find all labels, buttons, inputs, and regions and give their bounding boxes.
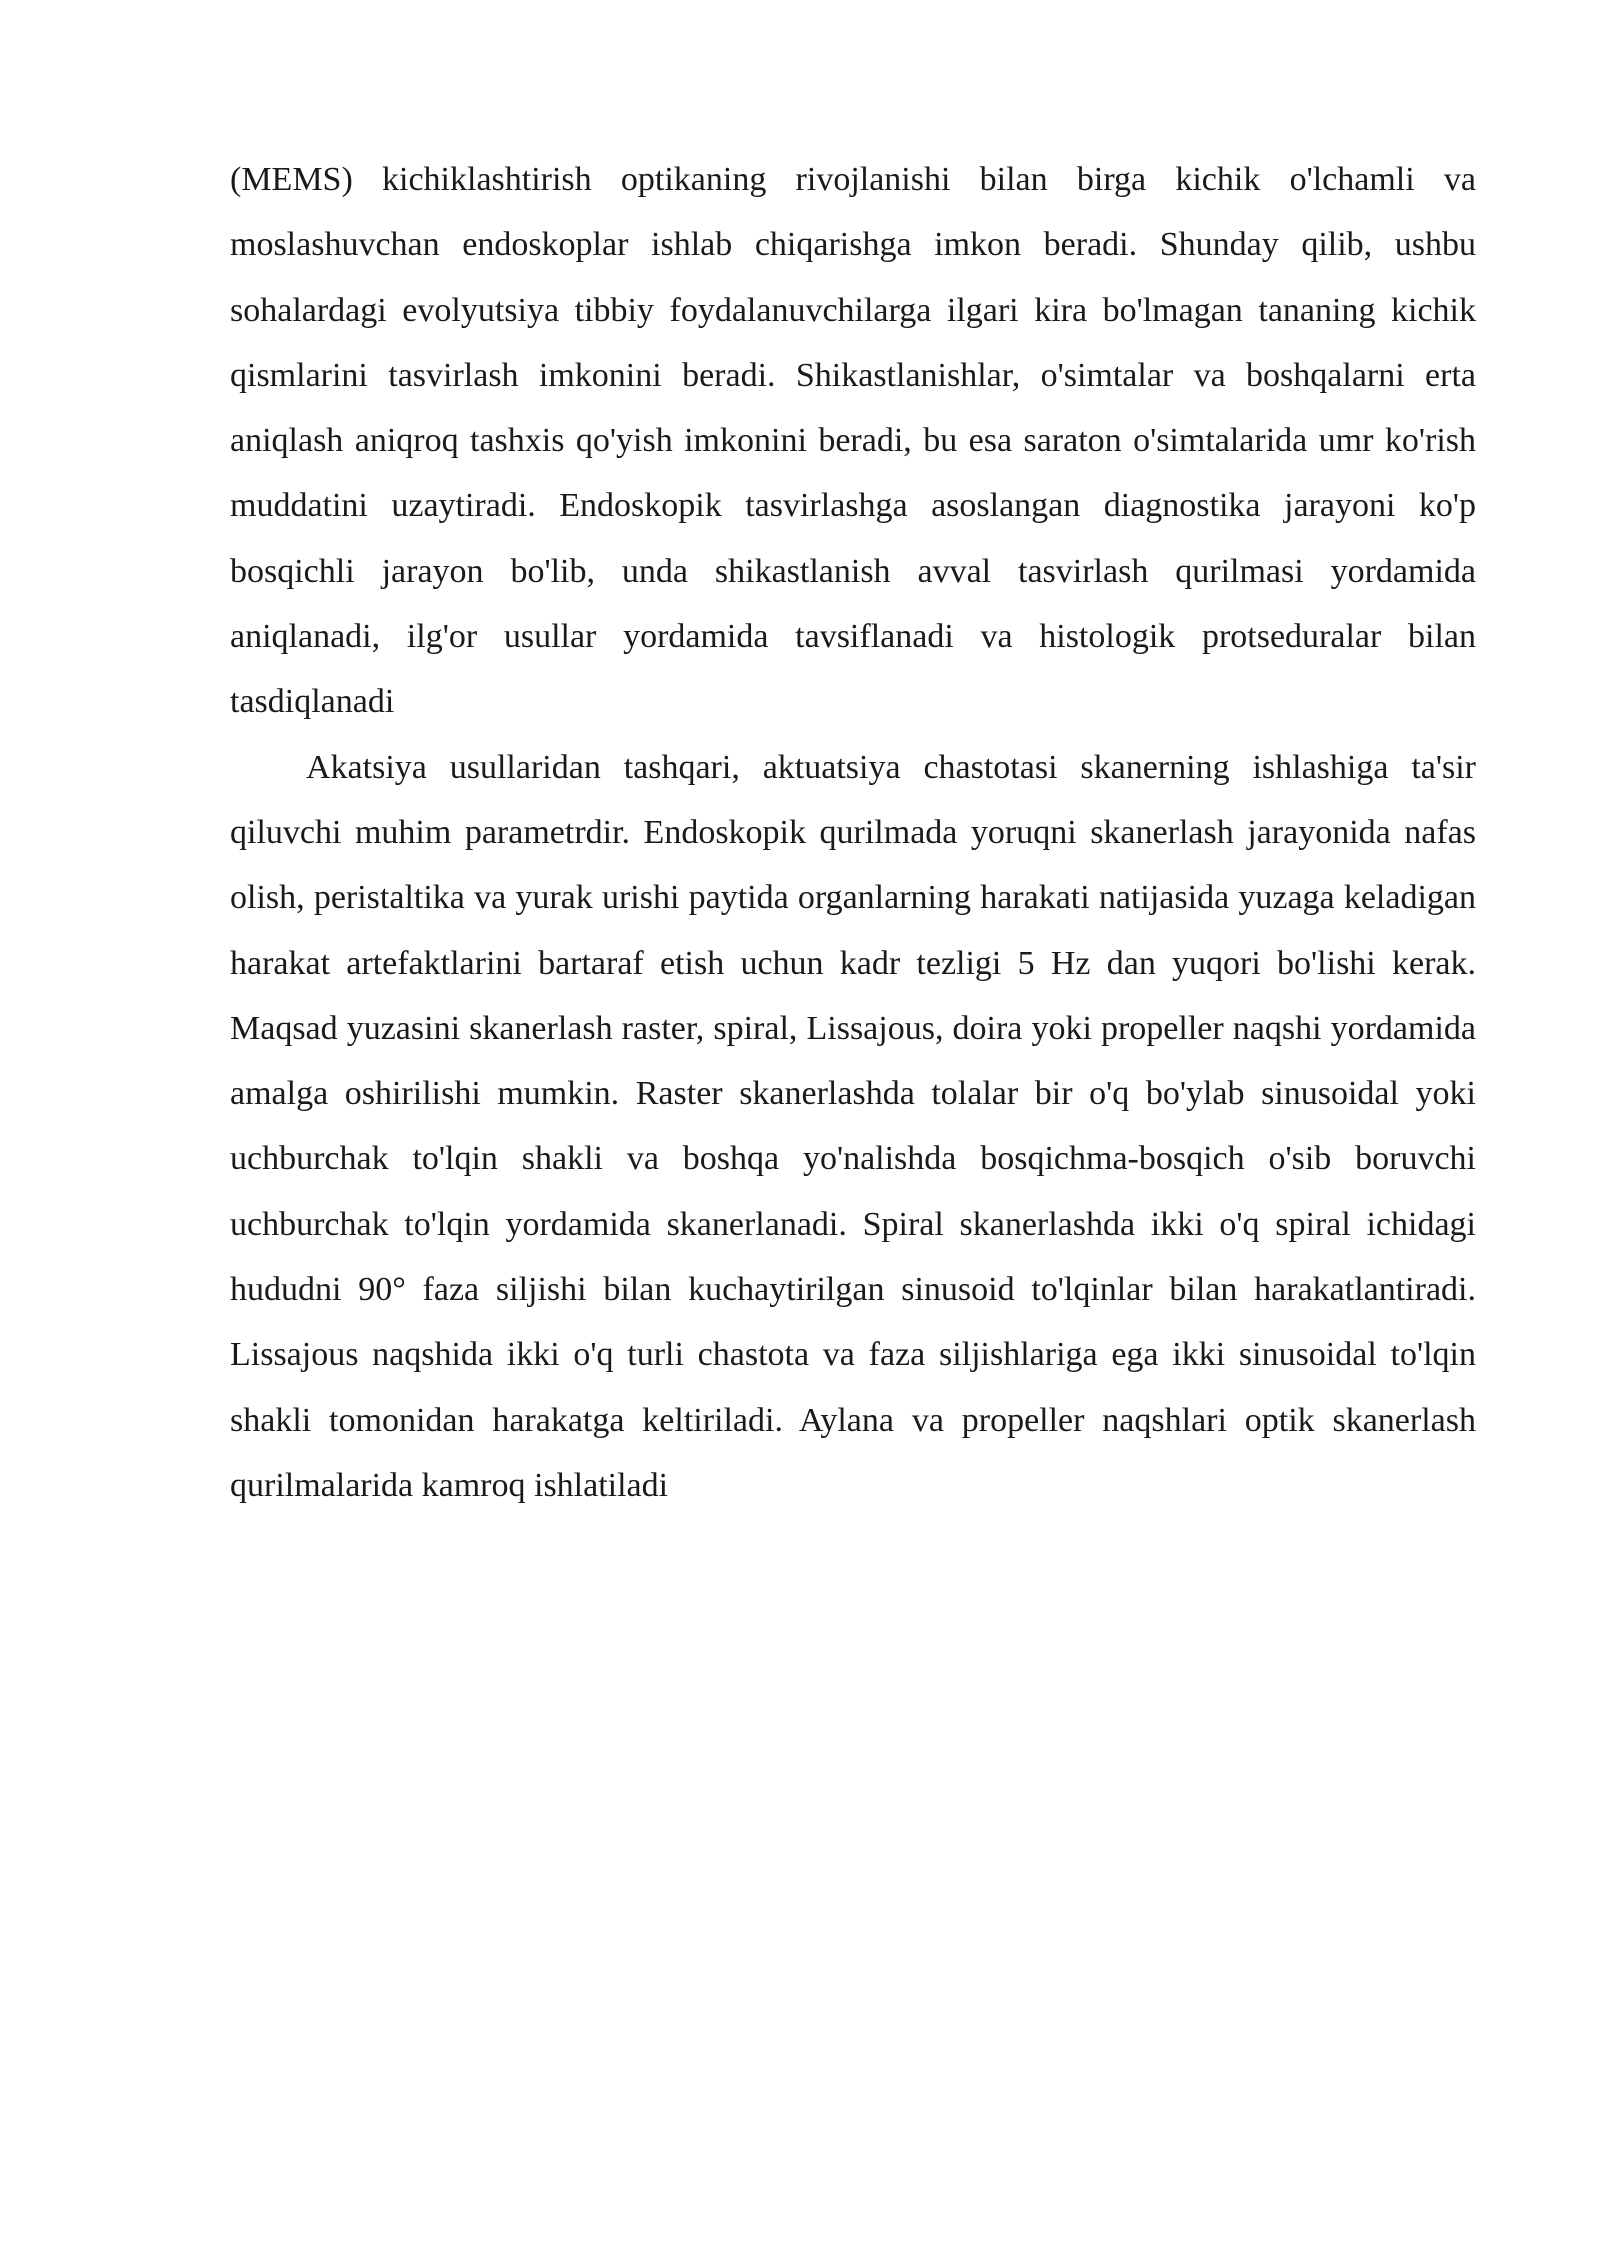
body-text: [230, 147, 1476, 1518]
paragraph-2: Akatsiya usullaridan tashqari, aktuatsiya chastotasi skanerning ishlashiga ta'sir qiluvchi muhim parametrdir. Endoskopik qurilmada yoruqni skanerlash jarayonida nafas olish, peristaltika va yurak urishi paytida organlarning harakati natijasida yuzaga keladigan harakat artefaktlarini bartaraf etish uchun kadr tezligi 5 Hz dan yuqori bo'lishi kerak. Maqsad yuzasini skanerlash raster, spiral, Lissajous, doira yoki propeller naqshi yordamida amalga oshirilishi mumkin. Raster skanerlashda tolalar bir o'q bo'ylab sinusoidal yoki uchburchak to'lqin shakli va boshqa yo'nalishda bosqichma-bosqich o'sib boruvchi uchburchak to'lqin yordamida skanerlanadi. Spiral skanerlashda ikki o'q spiral ichidagi hududni 90° faza siljishi bilan kuchaytirilgan sinusoid to'lqinlar bilan harakatlantiradi. Lissajous naqshida ikki o'q turli chastota va faza siljishlariga ega ikki sinusoidal to'lqin shakli tomonidan harakatga keltiriladi. Aylana va propeller naqshlari optik skanerlash qurilmalarida kamroq ishlatiladi: [230, 748, 1476, 1504]
paragraph-1: (MEMS) kichiklashtirish optikaning rivojlanishi bilan birga kichik o'lchamli va moslashuvchan endoskoplar ishlab chiqarishga imkon beradi. Shunday qilib, ushbu sohalardagi evolyutsiya tibbiy foydalanuvchilarga ilgari kira bo'lmagan tananing kichik qismlarini tasvirlash imkonini beradi. Shikastlanishlar, o'simtalar va boshqalarni erta aniqlash aniqroq tashxis qo'yish imkonini beradi, bu esa saraton o'simtalarida umr ko'rish muddatini uzaytiradi. Endoskopik tasvirlashga asoslangan diagnostika jarayoni ko'p bosqichli jarayon bo'lib, unda shikastlanish avval tasvirlash qurilmasi yordamida aniqlanadi, ilg'or usullar yordamida tavsiflanadi va histologik protseduralar bilan tasdiqlanadi: [230, 161, 1476, 721]
